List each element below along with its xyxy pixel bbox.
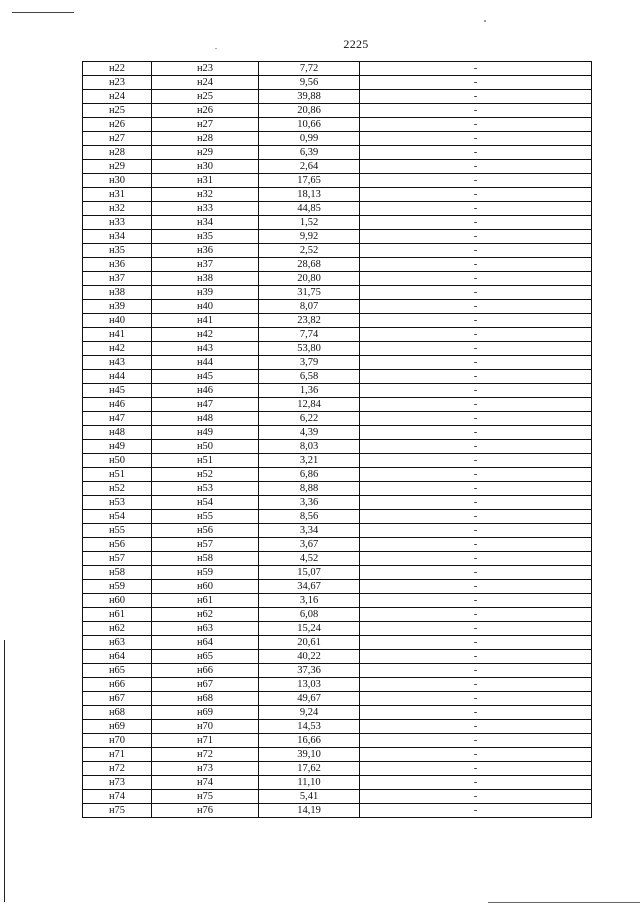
distance-cell: 20,61 — [259, 636, 360, 650]
point-to-cell: н63 — [152, 622, 259, 636]
distance-cell: 8,56 — [259, 510, 360, 524]
point-from-cell: н50 — [83, 454, 152, 468]
point-to-cell: н36 — [152, 244, 259, 258]
note-cell: - — [360, 706, 592, 720]
table-row — [83, 468, 592, 482]
point-to-cell: н64 — [152, 636, 259, 650]
note-cell: - — [360, 566, 592, 580]
table-row — [83, 552, 592, 566]
point-to-cell: н30 — [152, 160, 259, 174]
note-cell: - — [360, 636, 592, 650]
distance-cell: 3,79 — [259, 356, 360, 370]
distance-cell: 17,65 — [259, 174, 360, 188]
point-from-cell: н30 — [83, 174, 152, 188]
note-cell: - — [360, 580, 592, 594]
note-cell: - — [360, 272, 592, 286]
note-cell: - — [360, 384, 592, 398]
point-from-cell: н66 — [83, 678, 152, 692]
distance-cell: 7,72 — [259, 62, 360, 76]
point-to-cell: н40 — [152, 300, 259, 314]
distance-cell: 16,66 — [259, 734, 360, 748]
distance-cell: 49,67 — [259, 692, 360, 706]
point-from-cell: н44 — [83, 370, 152, 384]
distance-cell: 1,52 — [259, 216, 360, 230]
point-from-cell: н62 — [83, 622, 152, 636]
note-cell: - — [360, 664, 592, 678]
table-row — [83, 76, 592, 90]
point-to-cell: н49 — [152, 426, 259, 440]
table-row — [83, 426, 592, 440]
table-row — [83, 678, 592, 692]
point-from-cell: н43 — [83, 356, 152, 370]
point-from-cell: н72 — [83, 762, 152, 776]
point-from-cell: н60 — [83, 594, 152, 608]
distance-cell: 12,84 — [259, 398, 360, 412]
point-to-cell: н72 — [152, 748, 259, 762]
distance-cell: 8,88 — [259, 482, 360, 496]
distance-cell: 31,75 — [259, 286, 360, 300]
point-from-cell: н67 — [83, 692, 152, 706]
point-to-cell: н58 — [152, 552, 259, 566]
table-row — [83, 664, 592, 678]
point-to-cell: н31 — [152, 174, 259, 188]
point-from-cell: н64 — [83, 650, 152, 664]
coordinates-table — [82, 61, 592, 818]
note-cell: - — [360, 804, 592, 818]
note-cell: - — [360, 454, 592, 468]
point-from-cell: н56 — [83, 538, 152, 552]
table-row — [83, 622, 592, 636]
note-cell: - — [360, 398, 592, 412]
page-number: 2225 — [343, 37, 369, 51]
note-cell: - — [360, 244, 592, 258]
point-to-cell: н55 — [152, 510, 259, 524]
distance-cell: 3,67 — [259, 538, 360, 552]
point-from-cell: н58 — [83, 566, 152, 580]
distance-cell: 34,67 — [259, 580, 360, 594]
point-from-cell: н42 — [83, 342, 152, 356]
distance-cell: 14,53 — [259, 720, 360, 734]
table-row — [83, 706, 592, 720]
distance-cell: 14,19 — [259, 804, 360, 818]
note-cell: - — [360, 678, 592, 692]
point-to-cell: н53 — [152, 482, 259, 496]
point-to-cell: н23 — [152, 62, 259, 76]
point-to-cell: н25 — [152, 90, 259, 104]
table-row — [83, 496, 592, 510]
point-to-cell: н59 — [152, 566, 259, 580]
note-cell: - — [360, 412, 592, 426]
point-from-cell: н70 — [83, 734, 152, 748]
table-row — [83, 146, 592, 160]
note-cell: - — [360, 650, 592, 664]
point-to-cell: н52 — [152, 468, 259, 482]
point-from-cell: н40 — [83, 314, 152, 328]
point-to-cell: н74 — [152, 776, 259, 790]
table-row — [83, 790, 592, 804]
point-to-cell: н34 — [152, 216, 259, 230]
note-cell: - — [360, 370, 592, 384]
distance-cell: 1,36 — [259, 384, 360, 398]
distance-cell: 6,39 — [259, 146, 360, 160]
table-body — [83, 62, 592, 818]
table-row — [83, 370, 592, 384]
table-row — [83, 734, 592, 748]
note-cell: - — [360, 762, 592, 776]
point-from-cell: н57 — [83, 552, 152, 566]
note-cell: - — [360, 188, 592, 202]
table-row — [83, 356, 592, 370]
point-to-cell: н29 — [152, 146, 259, 160]
point-to-cell: н62 — [152, 608, 259, 622]
point-from-cell: н33 — [83, 216, 152, 230]
note-cell: - — [360, 202, 592, 216]
distance-cell: 4,52 — [259, 552, 360, 566]
point-to-cell: н51 — [152, 454, 259, 468]
table-row — [83, 762, 592, 776]
table-row — [83, 482, 592, 496]
point-to-cell: н71 — [152, 734, 259, 748]
distance-cell: 15,24 — [259, 622, 360, 636]
distance-cell: 23,82 — [259, 314, 360, 328]
table-row — [83, 300, 592, 314]
note-cell: - — [360, 132, 592, 146]
point-from-cell: н37 — [83, 272, 152, 286]
note-cell: - — [360, 314, 592, 328]
point-to-cell: н48 — [152, 412, 259, 426]
note-cell: - — [360, 496, 592, 510]
point-from-cell: н55 — [83, 524, 152, 538]
point-to-cell: н26 — [152, 104, 259, 118]
distance-cell: 2,52 — [259, 244, 360, 258]
point-from-cell: н63 — [83, 636, 152, 650]
note-cell: - — [360, 720, 592, 734]
point-from-cell: н36 — [83, 258, 152, 272]
point-from-cell: н28 — [83, 146, 152, 160]
note-cell: - — [360, 734, 592, 748]
point-to-cell: н75 — [152, 790, 259, 804]
distance-cell: 9,24 — [259, 706, 360, 720]
point-from-cell: н52 — [83, 482, 152, 496]
point-to-cell: н54 — [152, 496, 259, 510]
table-row — [83, 132, 592, 146]
point-from-cell: н54 — [83, 510, 152, 524]
point-from-cell: н27 — [83, 132, 152, 146]
table-row — [83, 118, 592, 132]
point-to-cell: н35 — [152, 230, 259, 244]
point-from-cell: н74 — [83, 790, 152, 804]
note-cell: - — [360, 104, 592, 118]
point-to-cell: н43 — [152, 342, 259, 356]
note-cell: - — [360, 608, 592, 622]
distance-cell: 40,22 — [259, 650, 360, 664]
note-cell: - — [360, 524, 592, 538]
distance-cell: 6,22 — [259, 412, 360, 426]
distance-cell: 17,62 — [259, 762, 360, 776]
point-from-cell: н73 — [83, 776, 152, 790]
point-from-cell: н59 — [83, 580, 152, 594]
point-to-cell: н33 — [152, 202, 259, 216]
note-cell: - — [360, 538, 592, 552]
distance-cell: 6,86 — [259, 468, 360, 482]
point-to-cell: н28 — [152, 132, 259, 146]
distance-cell: 39,88 — [259, 90, 360, 104]
point-from-cell: н25 — [83, 104, 152, 118]
distance-cell: 9,56 — [259, 76, 360, 90]
point-from-cell: н29 — [83, 160, 152, 174]
table-row — [83, 594, 592, 608]
note-cell: - — [360, 790, 592, 804]
table-row — [83, 384, 592, 398]
note-cell: - — [360, 426, 592, 440]
note-cell: - — [360, 622, 592, 636]
point-to-cell: н67 — [152, 678, 259, 692]
table-row — [83, 510, 592, 524]
point-from-cell: н49 — [83, 440, 152, 454]
note-cell: - — [360, 776, 592, 790]
point-from-cell: н32 — [83, 202, 152, 216]
table-row — [83, 804, 592, 818]
distance-cell: 39,10 — [259, 748, 360, 762]
note-cell: - — [360, 286, 592, 300]
point-from-cell: н65 — [83, 664, 152, 678]
distance-cell: 3,36 — [259, 496, 360, 510]
distance-cell: 10,66 — [259, 118, 360, 132]
point-from-cell: н41 — [83, 328, 152, 342]
note-cell: - — [360, 748, 592, 762]
table-row — [83, 454, 592, 468]
point-from-cell: н22 — [83, 62, 152, 76]
distance-cell: 44,85 — [259, 202, 360, 216]
table-row — [83, 202, 592, 216]
point-from-cell: н39 — [83, 300, 152, 314]
point-from-cell: н68 — [83, 706, 152, 720]
table-row — [83, 174, 592, 188]
distance-cell: 3,34 — [259, 524, 360, 538]
point-from-cell: н69 — [83, 720, 152, 734]
note-cell: - — [360, 510, 592, 524]
table-row — [83, 90, 592, 104]
point-to-cell: н27 — [152, 118, 259, 132]
table-row — [83, 62, 592, 76]
point-from-cell: н53 — [83, 496, 152, 510]
table-row — [83, 314, 592, 328]
point-to-cell: н37 — [152, 258, 259, 272]
point-to-cell: н41 — [152, 314, 259, 328]
note-cell: - — [360, 482, 592, 496]
point-from-cell: н31 — [83, 188, 152, 202]
point-to-cell: н50 — [152, 440, 259, 454]
table-row — [83, 160, 592, 174]
table-row — [83, 258, 592, 272]
point-from-cell: н46 — [83, 398, 152, 412]
note-cell: - — [360, 594, 592, 608]
point-to-cell: н44 — [152, 356, 259, 370]
note-cell: - — [360, 160, 592, 174]
point-to-cell: н70 — [152, 720, 259, 734]
table-row — [83, 692, 592, 706]
note-cell: - — [360, 76, 592, 90]
point-from-cell: н75 — [83, 804, 152, 818]
table-row — [83, 776, 592, 790]
table-row — [83, 538, 592, 552]
distance-cell: 20,86 — [259, 104, 360, 118]
point-from-cell: н34 — [83, 230, 152, 244]
distance-cell: 28,68 — [259, 258, 360, 272]
table-row — [83, 216, 592, 230]
point-to-cell: н65 — [152, 650, 259, 664]
table-row — [83, 272, 592, 286]
point-from-cell: н26 — [83, 118, 152, 132]
note-cell: - — [360, 300, 592, 314]
note-cell: - — [360, 328, 592, 342]
distance-cell: 5,41 — [259, 790, 360, 804]
distance-cell: 2,64 — [259, 160, 360, 174]
distance-cell: 18,13 — [259, 188, 360, 202]
note-cell: - — [360, 468, 592, 482]
table-row — [83, 440, 592, 454]
distance-cell: 8,07 — [259, 300, 360, 314]
point-to-cell: н73 — [152, 762, 259, 776]
distance-cell: 13,03 — [259, 678, 360, 692]
distance-cell: 6,58 — [259, 370, 360, 384]
table-row — [83, 104, 592, 118]
note-cell: - — [360, 552, 592, 566]
distance-cell: 0,99 — [259, 132, 360, 146]
table-row — [83, 636, 592, 650]
note-cell: - — [360, 440, 592, 454]
distance-cell: 8,03 — [259, 440, 360, 454]
point-from-cell: н38 — [83, 286, 152, 300]
note-cell: - — [360, 174, 592, 188]
scan-artifact-top-line — [12, 12, 74, 13]
distance-cell: 7,74 — [259, 328, 360, 342]
point-to-cell: н56 — [152, 524, 259, 538]
point-from-cell: н45 — [83, 384, 152, 398]
distance-cell: 9,92 — [259, 230, 360, 244]
distance-cell: 20,80 — [259, 272, 360, 286]
note-cell: - — [360, 62, 592, 76]
point-from-cell: н51 — [83, 468, 152, 482]
table-row — [83, 328, 592, 342]
table-row — [83, 412, 592, 426]
note-cell: - — [360, 118, 592, 132]
table-row — [83, 244, 592, 258]
note-cell: - — [360, 146, 592, 160]
point-to-cell: н46 — [152, 384, 259, 398]
point-to-cell: н42 — [152, 328, 259, 342]
table-row — [83, 286, 592, 300]
point-to-cell: н61 — [152, 594, 259, 608]
note-cell: - — [360, 230, 592, 244]
point-to-cell: н47 — [152, 398, 259, 412]
point-to-cell: н32 — [152, 188, 259, 202]
point-to-cell: н60 — [152, 580, 259, 594]
point-to-cell: н66 — [152, 664, 259, 678]
point-from-cell: н24 — [83, 90, 152, 104]
note-cell: - — [360, 258, 592, 272]
point-to-cell: н69 — [152, 706, 259, 720]
distance-cell: 53,80 — [259, 342, 360, 356]
scan-artifact-left-line — [4, 640, 5, 902]
table-row — [83, 566, 592, 580]
distance-cell: 6,08 — [259, 608, 360, 622]
point-from-cell: н23 — [83, 76, 152, 90]
point-from-cell: н48 — [83, 426, 152, 440]
point-to-cell: н57 — [152, 538, 259, 552]
point-from-cell: н61 — [83, 608, 152, 622]
table-row — [83, 342, 592, 356]
table-row — [83, 230, 592, 244]
note-cell: - — [360, 692, 592, 706]
point-to-cell: н38 — [152, 272, 259, 286]
table-row — [83, 188, 592, 202]
distance-cell: 3,21 — [259, 454, 360, 468]
scan-artifact-dot — [484, 20, 486, 22]
table-row — [83, 720, 592, 734]
table-row — [83, 524, 592, 538]
distance-cell: 4,39 — [259, 426, 360, 440]
note-cell: - — [360, 342, 592, 356]
distance-cell: 3,16 — [259, 594, 360, 608]
distance-cell: 15,07 — [259, 566, 360, 580]
table-row — [83, 580, 592, 594]
point-from-cell: н35 — [83, 244, 152, 258]
distance-cell: 37,36 — [259, 664, 360, 678]
note-cell: - — [360, 356, 592, 370]
table-row — [83, 650, 592, 664]
scan-artifact-bottom-line — [488, 902, 640, 903]
table-row — [83, 608, 592, 622]
table-row — [83, 748, 592, 762]
point-from-cell: н71 — [83, 748, 152, 762]
table-row — [83, 398, 592, 412]
point-from-cell: н47 — [83, 412, 152, 426]
point-to-cell: н76 — [152, 804, 259, 818]
point-to-cell: н68 — [152, 692, 259, 706]
point-to-cell: н24 — [152, 76, 259, 90]
note-cell: - — [360, 90, 592, 104]
point-to-cell: н45 — [152, 370, 259, 384]
distance-cell: 11,10 — [259, 776, 360, 790]
note-cell: - — [360, 216, 592, 230]
point-to-cell: н39 — [152, 286, 259, 300]
